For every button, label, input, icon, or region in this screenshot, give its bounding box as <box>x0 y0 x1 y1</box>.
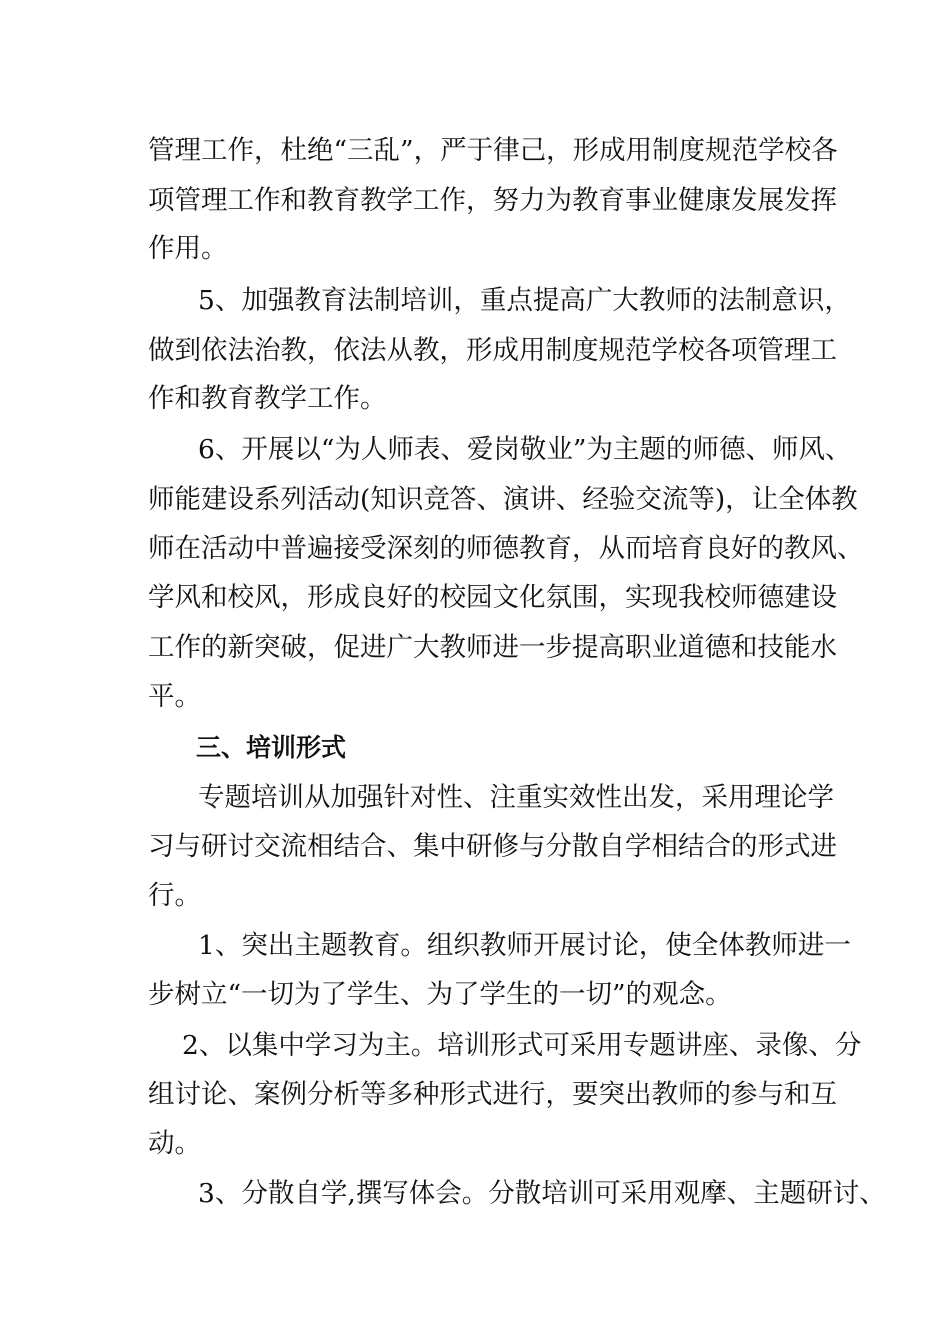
body-text-line: 做到依法治教，依法从教，形成用制度规范学校各项管理工 <box>148 335 837 366</box>
body-text-line: 组讨论、案例分析等多种形式进行，要突出教师的参与和互 <box>148 1079 837 1110</box>
body-text-line: 3、分散自学,撰写体会。分散培训可采用观摩、主题研讨、 <box>198 1178 886 1209</box>
body-text-line: 平。 <box>148 681 201 712</box>
body-text-line: 习与研讨交流相结合、集中研修与分散自学相结合的形式进 <box>148 831 837 862</box>
section-heading: 三、培训形式 <box>196 733 347 762</box>
body-text-line: 管理工作，杜绝“三乱”，严于律己，形成用制度规范学校各 <box>148 135 838 166</box>
body-text-line: 1、突出主题教育。组织教师开展讨论，使全体教师进一 <box>198 930 851 961</box>
body-text-line: 作和教育教学工作。 <box>148 383 387 414</box>
body-text-line: 作用。 <box>148 233 228 264</box>
body-text-line: 2、以集中学习为主。培训形式可采用专题讲座、录像、分 <box>182 1030 862 1061</box>
body-text-line: 行。 <box>148 880 201 911</box>
body-text-line: 学风和校风，形成良好的校园文化氛围，实现我校师德建设 <box>148 582 837 613</box>
body-text-line: 步树立“一切为了学生、为了学生的一切”的观念。 <box>148 979 732 1010</box>
body-text-line: 动。 <box>148 1128 201 1159</box>
body-text-line: 专题培训从加强针对性、注重实效性出发，采用理论学 <box>198 782 834 813</box>
body-text-line: 5、加强教育法制培训，重点提高广大教师的法制意识， <box>198 285 851 316</box>
body-text-line: 师在活动中普遍接受深刻的师德教育，从而培育良好的教风、 <box>148 533 864 564</box>
body-text-line: 6、开展以“为人师表、爱岗敬业”为主题的师德、师风、 <box>198 434 852 465</box>
body-text-line: 项管理工作和教育教学工作，努力为教育事业健康发展发挥 <box>148 185 837 216</box>
body-text-line: 师能建设系列活动(知识竞答、演讲、经验交流等)，让全体教 <box>148 484 858 515</box>
body-text-line: 工作的新突破，促进广大教师进一步提高职业道德和技能水 <box>148 632 837 663</box>
